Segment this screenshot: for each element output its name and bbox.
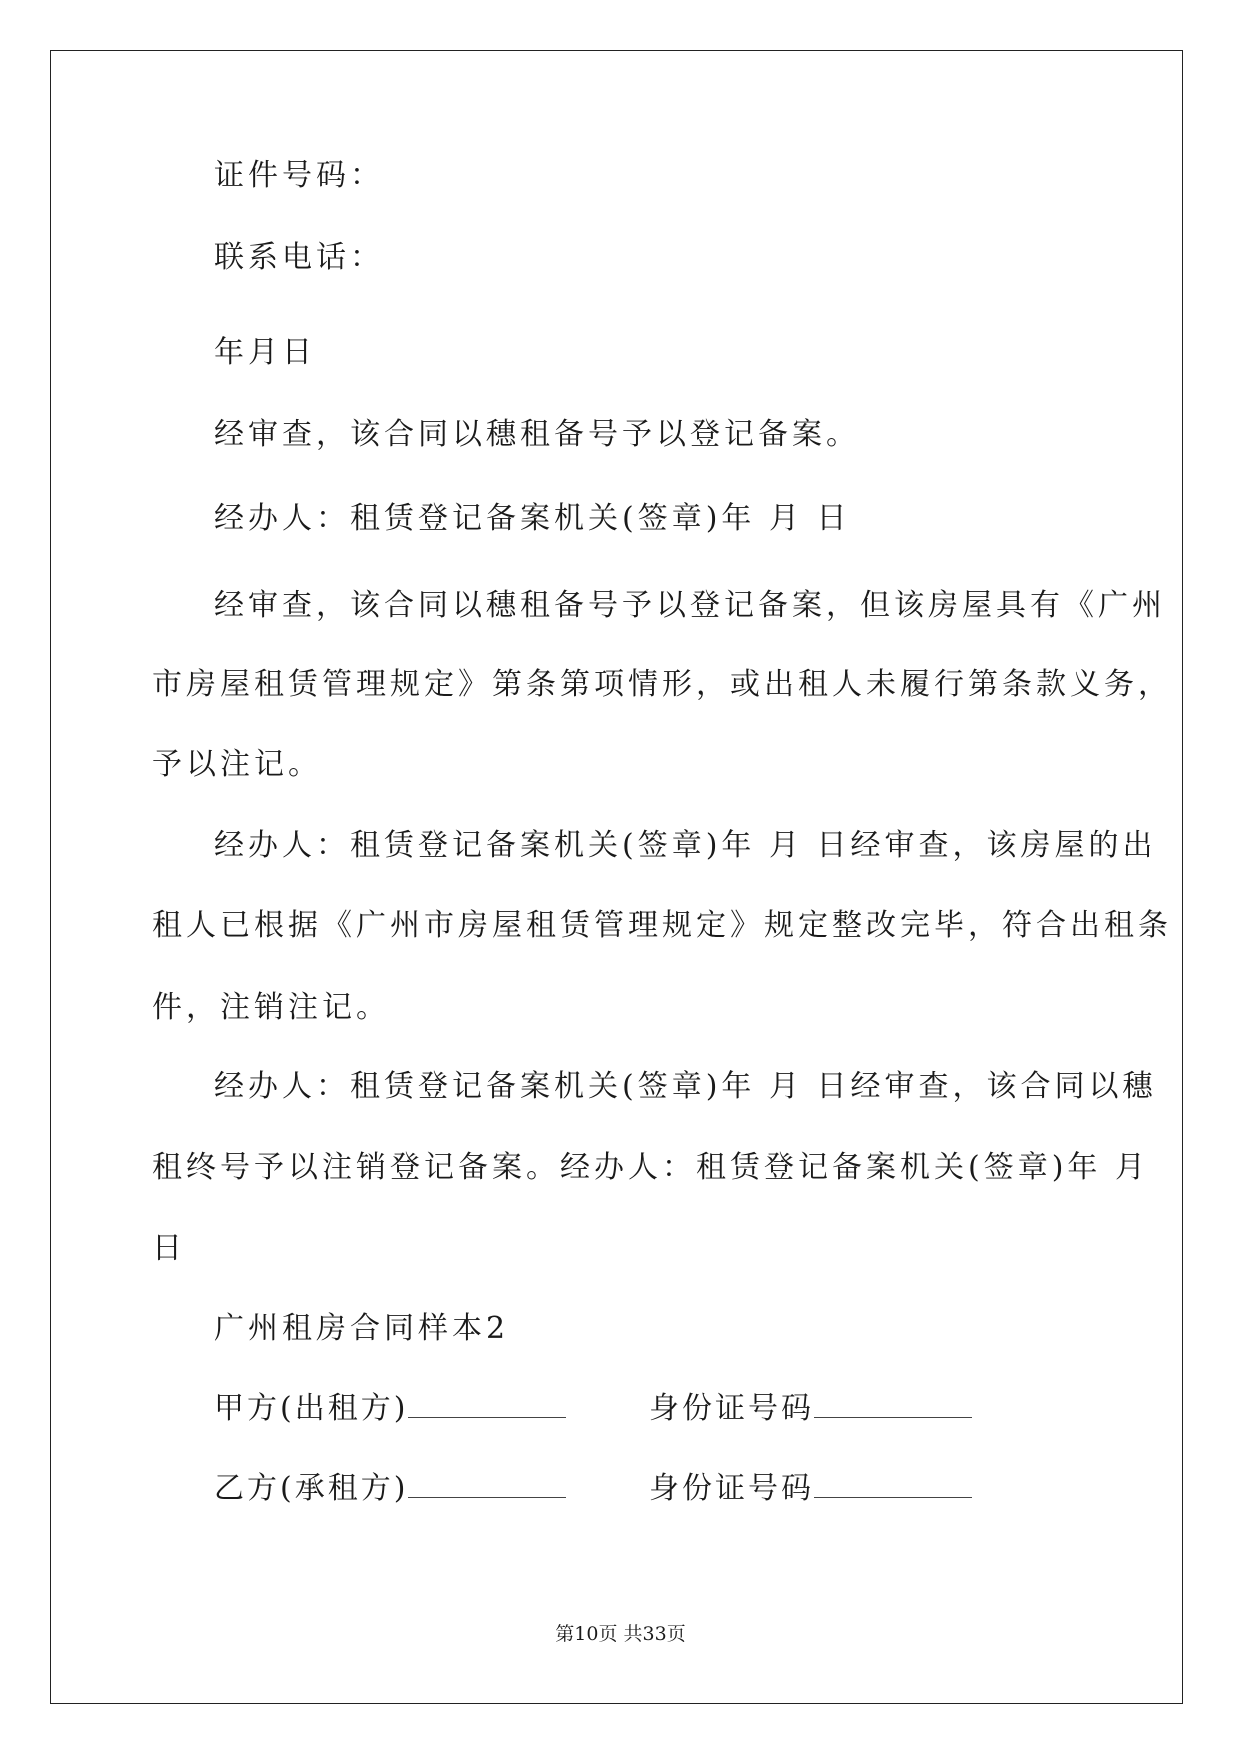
party-a-id-row bbox=[649, 1389, 972, 1429]
text-line: 经办人：租赁登记备案机关(签章)年 月 日经审查，该合同以穗 bbox=[214, 1069, 1157, 1104]
text-line: 市房屋租赁管理规定》第条第项情形，或出租人未履行第条款义务， bbox=[152, 667, 1172, 702]
text-line: 予以注记。 bbox=[152, 747, 322, 782]
party-b-label: 乙方(承租方) bbox=[214, 1471, 409, 1506]
section-heading: 广州租房合同样本2 bbox=[214, 1311, 510, 1346]
text-line: 联系电话： bbox=[214, 240, 384, 275]
text-line: 日 bbox=[152, 1231, 186, 1266]
text-line: 经审查，该合同以穗租备号予以登记备案。 bbox=[214, 417, 860, 452]
party-b-id-blank bbox=[814, 1469, 972, 1498]
text-line: 经办人：租赁登记备案机关(签章)年 月 日经审查，该房屋的出 bbox=[214, 828, 1157, 863]
party-a-id-label: 身份证号码 bbox=[649, 1391, 814, 1426]
text-line: 证件号码： bbox=[214, 158, 384, 193]
text-line: 租人已根据《广州市房屋租赁管理规定》规定整改完毕，符合出租条 bbox=[152, 908, 1172, 943]
party-b-row bbox=[214, 1469, 566, 1509]
party-a-label: 甲方(出租方) bbox=[214, 1391, 409, 1426]
text-line: 经审查，该合同以穗租备号予以登记备案，但该房屋具有《广州 bbox=[214, 588, 1166, 623]
text-line: 经办人：租赁登记备案机关(签章)年 月 日 bbox=[214, 501, 851, 536]
page-number: 第10页 共33页 bbox=[555, 1623, 686, 1645]
party-b-id-label: 身份证号码 bbox=[649, 1471, 814, 1506]
party-b-blank bbox=[408, 1469, 566, 1498]
page-footer bbox=[0, 1622, 1241, 1646]
party-a-row bbox=[214, 1389, 566, 1429]
page-border bbox=[50, 50, 1183, 1704]
text-line: 年月日 bbox=[214, 335, 316, 370]
party-a-id-blank bbox=[814, 1389, 972, 1418]
party-b-id-row bbox=[649, 1469, 972, 1509]
text-line: 件，注销注记。 bbox=[152, 990, 390, 1025]
party-a-blank bbox=[408, 1389, 566, 1418]
text-line: 租终号予以注销登记备案。经办人：租赁登记备案机关(签章)年 月 bbox=[152, 1150, 1149, 1185]
